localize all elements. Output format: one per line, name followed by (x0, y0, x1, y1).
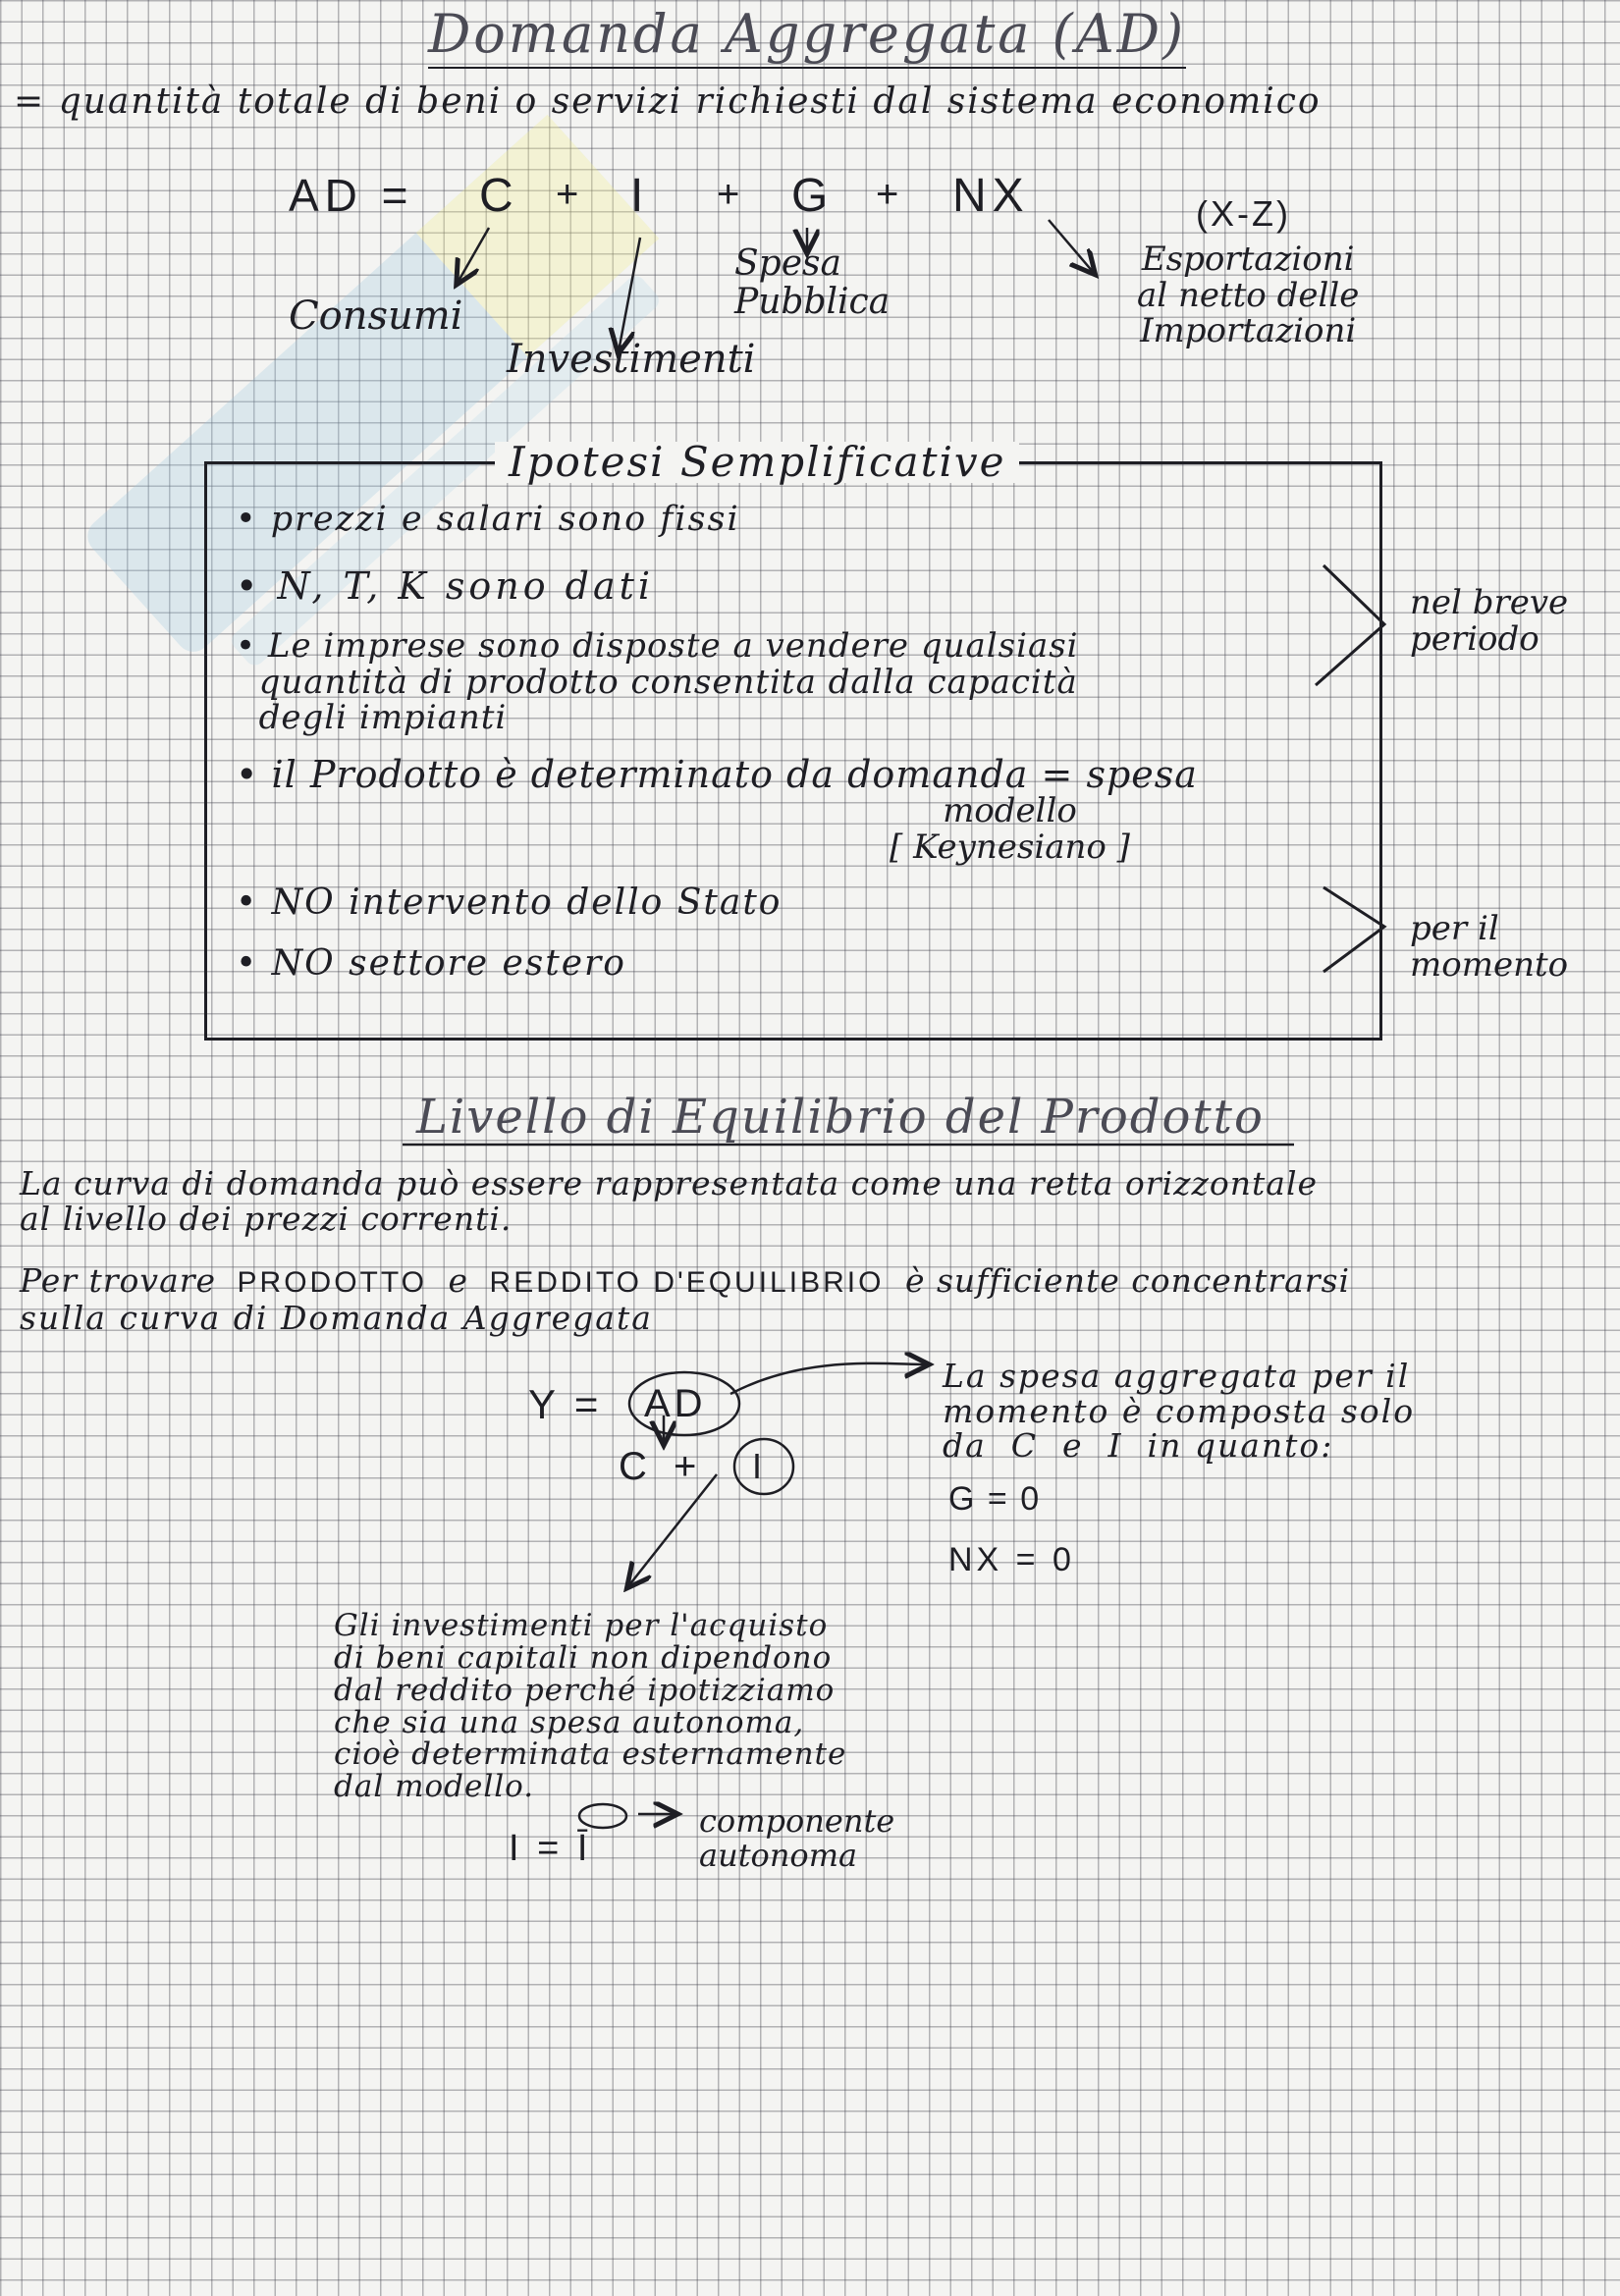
plus-2: + (717, 173, 746, 216)
line2-reddito: REDDITO D'EQUILIBRIO (489, 1266, 885, 1299)
definition: = quantità totale di beni o servizi richiesti dal sistema economico (14, 81, 1322, 122)
label-esportazioni: Esportazioni al netto delle Importazioni (1137, 240, 1360, 351)
term-nx: NX (952, 170, 1030, 222)
eq-y: Y = (528, 1381, 603, 1427)
line2-e: e (448, 1261, 469, 1300)
hypothesis-item-1: • prezzi e salari sono fissi (236, 500, 740, 539)
brace-label-per-il-momento: per il momento (1410, 909, 1569, 985)
line2-prodotto: PRODOTTO (237, 1266, 427, 1299)
plus-1: + (556, 173, 585, 216)
hypothesis-item-6: • NO settore estero (236, 943, 626, 984)
component-note: componente autonoma (699, 1802, 895, 1874)
term-i: I (630, 170, 650, 222)
hypothesis-item-5: • NO intervento dello Stato (236, 882, 783, 923)
investment-note: Gli investimenti per l'acquisto di beni capitali non dipendono dal reddito perché ipotizziamo che sia una spesa autonoma, cioè determinata esternamente dal modello. (334, 1608, 847, 1805)
hypotheses-title: Ipotesi Semplificative (495, 442, 1019, 483)
nx-detail: (X-Z) (1196, 193, 1291, 234)
section2-line2 (20, 1261, 1351, 1300)
note-right: La spesa aggregata per il momento è composta solo da C e I in quanto: (943, 1357, 1416, 1466)
g-zero: G = 0 (948, 1480, 1042, 1518)
eq-c-plus: C + (619, 1445, 705, 1488)
page-title: Domanda Aggregata (AD) (428, 8, 1186, 69)
plus-3: + (876, 173, 905, 216)
model-note: modello [ Keynesiano ] (890, 791, 1130, 867)
label-spesa-pubblica: Spesa Pubblica (734, 243, 891, 322)
section2-line3: sulla curva di Domanda Aggregata (20, 1299, 653, 1337)
line2-rest: è sufficiente concentrarsi (904, 1261, 1351, 1300)
hypothesis-item-3: • Le imprese sono disposte a vendere qualsiasi quantità di prodotto consentita dalla capacità degli impianti (236, 626, 1079, 738)
i-eq: I = Ī (509, 1828, 592, 1869)
brace-label-breve-periodo: nel breve periodo (1410, 583, 1569, 659)
term-g: G (791, 170, 835, 222)
eq-ad: AD (644, 1382, 707, 1425)
hypothesis-item-4: • il Prodotto è determinato da domanda = spesa (236, 753, 1198, 796)
section2-title: Livello di Equilibrio del Prodotto (416, 1090, 1265, 1145)
nx-zero: NX = 0 (948, 1541, 1075, 1578)
label-consumi: Consumi (289, 294, 463, 339)
label-investimenti: Investimenti (507, 337, 756, 382)
formula-lhs: AD = (289, 170, 414, 221)
eq-i: I (752, 1446, 769, 1486)
term-c: C (479, 170, 519, 222)
hypothesis-item-2: • N, T, K sono dati (236, 564, 655, 608)
line2-a: Per trovare (20, 1261, 217, 1300)
section2-line1: La curva di domanda può essere rappresentata come una retta orizzontale al livello dei prezzi correnti. (20, 1164, 1319, 1238)
